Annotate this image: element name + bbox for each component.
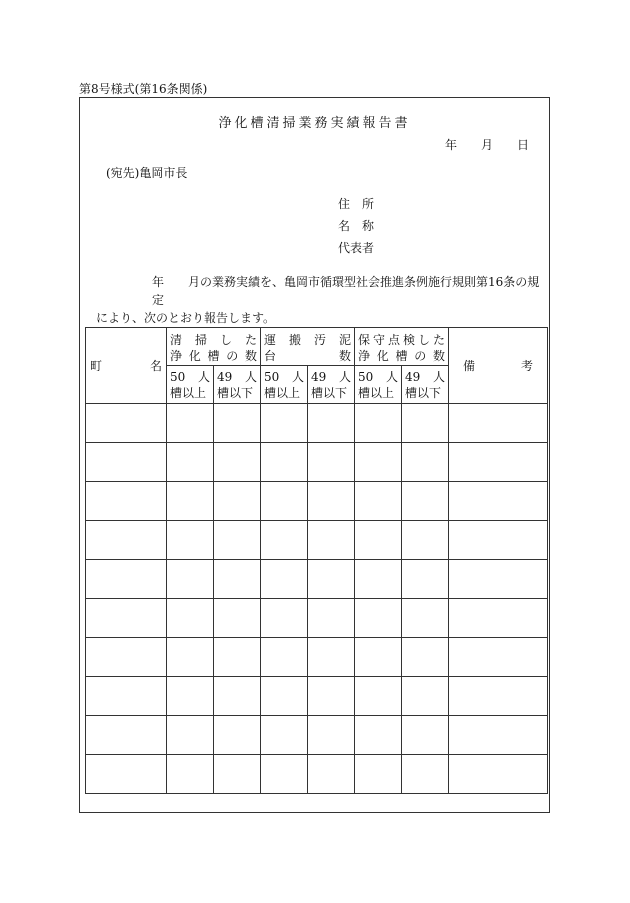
date-year: 年 [445, 138, 458, 152]
sub-header-inspected-50-over: 50 人 槽以上 [355, 366, 402, 404]
table-cell[interactable] [86, 521, 167, 560]
statement-line-2: により、次のとおり報告します。 [96, 311, 276, 325]
form-title: 浄化槽清掃業務実績報告書 [218, 116, 411, 131]
table-cell[interactable] [402, 404, 449, 443]
table-cell[interactable] [167, 443, 214, 482]
table-cell[interactable] [449, 443, 548, 482]
form-number: 第8号様式(第16条関係) [79, 82, 208, 96]
table-cell[interactable] [355, 638, 402, 677]
table-cell[interactable] [261, 560, 308, 599]
table-cell[interactable] [214, 482, 261, 521]
table-cell[interactable] [449, 755, 548, 794]
table-cell[interactable] [308, 560, 355, 599]
table-row [86, 443, 548, 482]
table-cell[interactable] [402, 638, 449, 677]
table-cell[interactable] [167, 677, 214, 716]
sender-representative-label: 代表者 [338, 241, 375, 255]
table-cell[interactable] [214, 755, 261, 794]
table-cell[interactable] [167, 638, 214, 677]
table-cell[interactable] [308, 677, 355, 716]
table-cell[interactable] [261, 443, 308, 482]
table-cell[interactable] [86, 755, 167, 794]
statement-line-1: 年 月の業務実績を、亀岡市循環型社会推進条例施行規則第16条の規定 [152, 275, 540, 307]
table-cell[interactable] [402, 482, 449, 521]
table-cell[interactable] [449, 638, 548, 677]
table-cell[interactable] [261, 521, 308, 560]
table-cell[interactable] [167, 482, 214, 521]
table-cell[interactable] [355, 677, 402, 716]
report-statement [96, 273, 542, 327]
addressee: (宛先)亀岡市長 [106, 166, 188, 180]
header-cleaned-tanks: 清 掃 し た 浄 化 槽 の 数 [167, 328, 261, 366]
table-cell[interactable] [308, 755, 355, 794]
table-cell[interactable] [86, 482, 167, 521]
table-cell[interactable] [402, 677, 449, 716]
table-cell[interactable] [308, 404, 355, 443]
table-cell[interactable] [261, 677, 308, 716]
header-inspected-tanks: 保 守 点 検 し た 浄 化 槽 の 数 [355, 328, 449, 366]
table-cell[interactable] [167, 599, 214, 638]
table-cell[interactable] [355, 716, 402, 755]
table-row [86, 755, 548, 794]
sub-header-cleaned-49-under: 49 人 槽以下 [214, 366, 261, 404]
table-cell[interactable] [355, 599, 402, 638]
table-cell[interactable] [261, 599, 308, 638]
sub-header-transport-49-under: 49 人 槽以下 [308, 366, 355, 404]
table-cell[interactable] [261, 755, 308, 794]
table-cell[interactable] [214, 404, 261, 443]
header-remarks: 備 考 [449, 328, 548, 404]
table-cell[interactable] [86, 599, 167, 638]
table-cell[interactable] [449, 560, 548, 599]
table-row [86, 560, 548, 599]
table-cell[interactable] [355, 560, 402, 599]
table-cell[interactable] [214, 677, 261, 716]
report-form [79, 97, 550, 813]
table-cell[interactable] [308, 638, 355, 677]
table-cell[interactable] [308, 599, 355, 638]
table-cell[interactable] [308, 521, 355, 560]
table-cell[interactable] [167, 716, 214, 755]
table-cell[interactable] [261, 638, 308, 677]
table-cell[interactable] [86, 404, 167, 443]
table-cell[interactable] [402, 716, 449, 755]
table-cell[interactable] [308, 716, 355, 755]
table-cell[interactable] [449, 716, 548, 755]
table-cell[interactable] [214, 638, 261, 677]
table-cell[interactable] [355, 755, 402, 794]
header-sludge-transport: 運 搬 汚 泥 台 数 [261, 328, 355, 366]
table-cell[interactable] [86, 443, 167, 482]
table-cell[interactable] [214, 560, 261, 599]
table-row [86, 677, 548, 716]
report-table [85, 327, 548, 794]
sub-header-cleaned-50-over: 50 人 槽以上 [167, 366, 214, 404]
table-cell[interactable] [355, 482, 402, 521]
table-cell[interactable] [355, 404, 402, 443]
table-row [86, 482, 548, 521]
table-cell[interactable] [86, 560, 167, 599]
sender-name-label: 名 称 [338, 219, 375, 233]
header-town-name: 町 名 [86, 328, 167, 404]
table-cell[interactable] [449, 521, 548, 560]
table-cell[interactable] [167, 560, 214, 599]
table-cell[interactable] [214, 521, 261, 560]
table-cell[interactable] [214, 599, 261, 638]
table-cell[interactable] [214, 443, 261, 482]
table-body [86, 404, 548, 794]
table-row [86, 521, 548, 560]
table-cell[interactable] [449, 482, 548, 521]
table-row [86, 638, 548, 677]
table-cell[interactable] [86, 638, 167, 677]
table-cell[interactable] [214, 716, 261, 755]
date-day: 日 [517, 138, 530, 152]
table-cell[interactable] [449, 599, 548, 638]
sub-header-transport-50-over: 50 人 槽以上 [261, 366, 308, 404]
table-cell[interactable] [308, 482, 355, 521]
table-cell[interactable] [355, 521, 402, 560]
table-cell[interactable] [308, 443, 355, 482]
table-cell[interactable] [449, 404, 548, 443]
table-cell[interactable] [86, 677, 167, 716]
table-row [86, 404, 548, 443]
date-month: 月 [481, 138, 494, 152]
table-row [86, 599, 548, 638]
sender-address-label: 住 所 [338, 197, 375, 211]
table-cell[interactable] [402, 560, 449, 599]
table-cell[interactable] [261, 716, 308, 755]
table-cell[interactable] [86, 716, 167, 755]
table-cell[interactable] [402, 443, 449, 482]
table-row [86, 716, 548, 755]
table-cell[interactable] [355, 443, 402, 482]
table-cell[interactable] [167, 755, 214, 794]
table-cell[interactable] [402, 599, 449, 638]
table-cell[interactable] [402, 521, 449, 560]
table-cell[interactable] [261, 482, 308, 521]
table-cell[interactable] [167, 404, 214, 443]
table-cell[interactable] [261, 404, 308, 443]
table-cell[interactable] [449, 677, 548, 716]
table-cell[interactable] [402, 755, 449, 794]
table-cell[interactable] [167, 521, 214, 560]
sub-header-inspected-49-under: 49 人 槽以下 [402, 366, 449, 404]
